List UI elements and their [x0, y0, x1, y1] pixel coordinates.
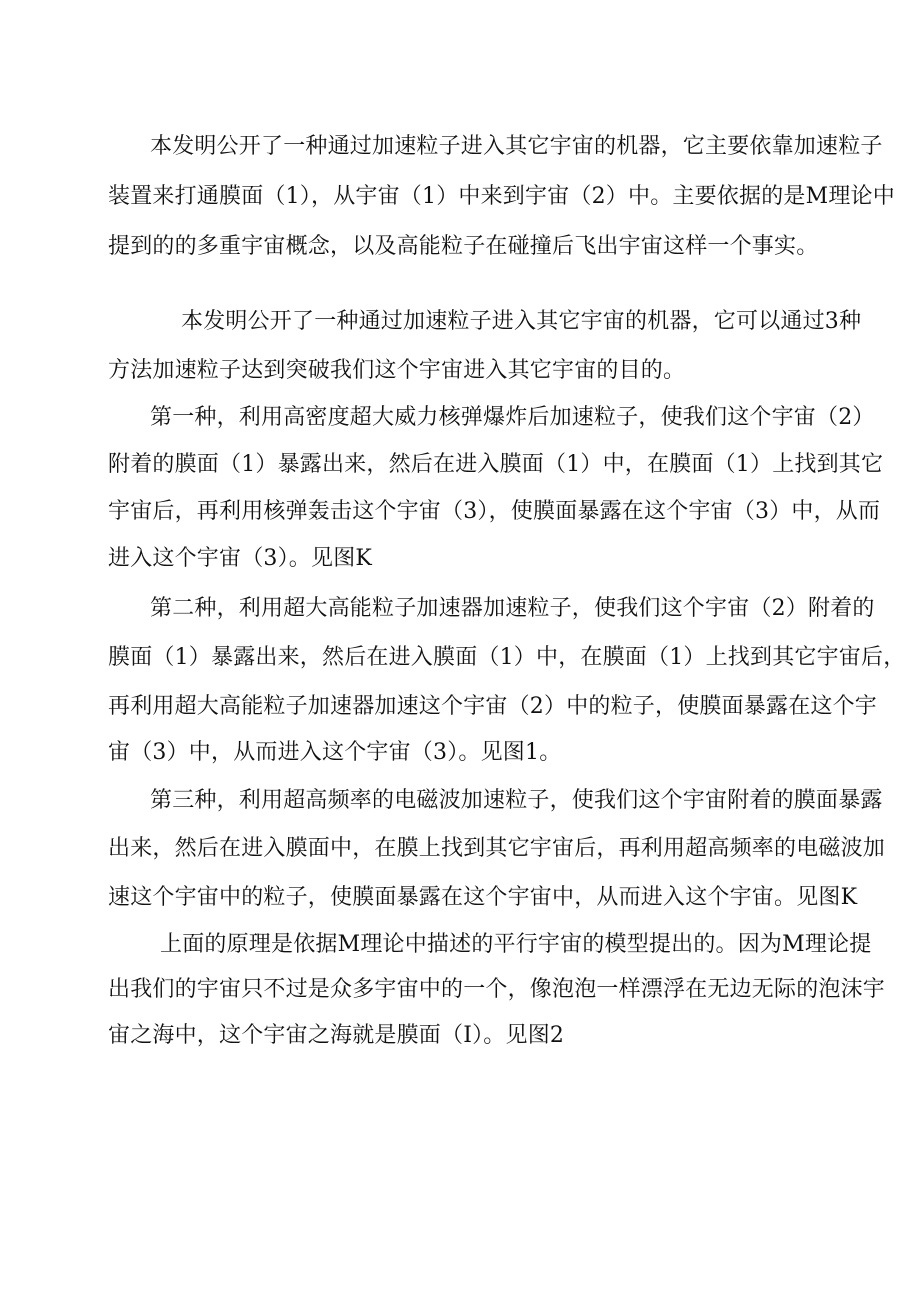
- paragraph-5-line-2: 出来，然后在进入膜面中，在膜上找到其它宇宙后，再利用超高频率的电磁波加: [108, 836, 886, 861]
- paragraph-4-line-1: 第二种，利用超大高能粒子加速器加速粒子，使我们这个宇宙（2）附着的: [150, 596, 875, 621]
- paragraph-1-line-1: 本发明公开了一种通过加速粒子进入其它宇宙的机器，它主要依靠加速粒子: [150, 134, 883, 159]
- paragraph-5-line-1: 第三种，利用超高频率的电磁波加速粒子，使我们这个宇宙附着的膜面暴露: [150, 788, 883, 813]
- paragraph-3-line-2: 附着的膜面（1）暴露出来，然后在进入膜面（1）中，在膜面（1）上找到其它: [108, 452, 884, 477]
- paragraph-2-line-2: 方法加速粒子达到突破我们这个宇宙进入其它宇宙的目的。: [108, 358, 686, 383]
- paragraph-4-line-3: 再利用超大高能粒子加速器加速这个宇宙（2）中的粒子，使膜面暴露在这个宇: [108, 694, 877, 719]
- paragraph-2-line-1: 本发明公开了一种通过加速粒子进入其它宇宙的机器，它可以通过3种: [181, 309, 862, 334]
- paragraph-5-line-3: 速这个宇宙中的粒子，使膜面暴露在这个宇宙中，从而进入这个宇宙。见图K: [108, 885, 858, 910]
- paragraph-6-line-1: 上面的原理是依据M理论中描述的平行宇宙的模型提出的。因为M理论提: [160, 932, 872, 957]
- paragraph-6-line-3: 宙之海中，这个宇宙之海就是膜面（I）。见图2: [108, 1023, 565, 1048]
- paragraph-3-line-1: 第一种，利用高密度超大威力核弹爆炸后加速粒子，使我们这个宇宙（2）: [150, 405, 875, 430]
- paragraph-4-line-2: 膜面（1）暴露出来，然后在进入膜面（1）中，在膜面（1）上找到其它宇宙后，: [108, 645, 906, 670]
- paragraph-3-line-4: 进入这个宇宙（3）。见图K: [108, 546, 373, 571]
- paragraph-1-line-2: 装置来打通膜面（1），从宇宙（1）中来到宇宙（2）中。主要依据的是M理论中: [108, 184, 895, 209]
- paragraph-4-line-4: 宙（3）中，从而进入这个宇宙（3）。见图1。: [108, 740, 562, 765]
- paragraph-3-line-3: 宇宙后，再利用核弹轰击这个宇宙（3），使膜面暴露在这个宇宙（3）中，从而: [108, 499, 881, 524]
- paragraph-6-line-2: 出我们的宇宙只不过是众多宇宙中的一个，像泡泡一样漂浮在无边无际的泡沫宇: [108, 977, 886, 1002]
- paragraph-1-line-3: 提到的的多重宇宙概念，以及高能粒子在碰撞后飞出宇宙这样一个事实。: [108, 234, 819, 259]
